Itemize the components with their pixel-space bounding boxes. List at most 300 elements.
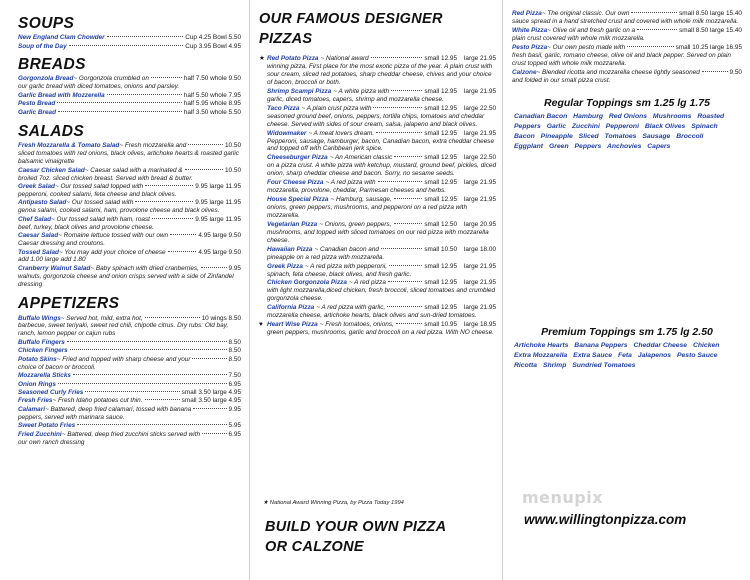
- pizza-item-description: mozzarella cheese, artichoke hearts, black olives and sun-dried tomatoes.: [267, 312, 477, 320]
- pizza-item-small-price: small 12.95: [424, 196, 458, 204]
- pizza-item-name: Cheeseburger Pizza: [267, 154, 328, 162]
- topping-item: Chicken: [692, 342, 720, 350]
- pizza-item-lead: ~ Hamburg, sausage,: [330, 196, 392, 204]
- appetizer-item: [18, 431, 241, 447]
- appetizer-item-price: 5.95: [228, 422, 241, 430]
- pizza-item-leader-dots: [381, 248, 422, 249]
- breads-title: BREADS: [18, 56, 86, 74]
- pizza-item-leader-dots: [388, 281, 422, 282]
- base-pizza-item-name: Calzone: [512, 68, 537, 76]
- byo-title-line2: OR CALZONE: [265, 539, 364, 555]
- pizza-item-line: [259, 279, 496, 287]
- bread-item-name: Pesto Bread: [18, 100, 56, 108]
- bread-item: [18, 75, 241, 91]
- topping-item: Spinach: [691, 123, 718, 131]
- soup-item-leader-dots: [107, 36, 184, 37]
- appetizer-item-leader-dots: [193, 408, 226, 409]
- salad-item-leader-dots: [185, 169, 223, 170]
- pizza-item-lead: ~ A plain crust pizza with: [301, 104, 372, 112]
- pizza-item-large-price: large 21.95: [464, 129, 496, 137]
- salad-item-leader-dots: [188, 144, 223, 145]
- salad-item-line: [18, 199, 241, 207]
- bread-item-price: half 3.50 whole 5.50: [183, 108, 241, 116]
- appetizer-item-price: 8.50: [228, 355, 241, 363]
- base-pizza-item-lead: ~ The original classic. Our own: [541, 10, 630, 17]
- byo-title-line1: BUILD YOUR OWN PIZZA: [265, 519, 447, 535]
- base-pizza-item-price: 9.50: [729, 68, 742, 76]
- base-pizza-item-name: Pesto Pizza: [512, 43, 548, 51]
- pizza-item: [259, 130, 496, 154]
- salad-item-name: Chef Salad: [18, 215, 52, 223]
- appetizer-item-leader-dots: [145, 399, 180, 400]
- bread-item-price: half 5.50 whole 7.95: [183, 91, 241, 99]
- appetizer-item-name: Buffalo Wings: [18, 314, 61, 322]
- topping-item: Sausage: [642, 133, 671, 141]
- breads-list: [18, 75, 241, 116]
- appetizer-item-name: Potato Skins: [18, 355, 57, 363]
- appetizer-item-price: 9.95: [228, 405, 241, 413]
- appetizer-item-leader-dots: [67, 341, 227, 342]
- base-pizza-item: [512, 44, 742, 68]
- topping-item: Extra Mozzarella: [514, 351, 568, 359]
- pizza-item: [259, 196, 496, 220]
- pizza-item-description: spinach, feta cheese, black olives, and fresh garlic.: [267, 270, 412, 278]
- base-pizza-item-line: [512, 10, 742, 18]
- pizza-item-leader-dots: [373, 107, 422, 108]
- salad-item-name: Antipasto Salad: [18, 199, 67, 207]
- salad-item-price: 9.95 large 11.95: [195, 183, 241, 191]
- star-icon: ★: [259, 55, 265, 63]
- pizza-item-lead: ~ Onions, green peppers,: [319, 220, 392, 228]
- pizza-item-leader-dots: [389, 265, 422, 266]
- bread-item-leader-dots: [107, 94, 182, 95]
- topping-item: Sundried Tomatoes: [572, 361, 636, 369]
- base-pizza-item-leader-dots: [627, 46, 673, 47]
- pizza-item-lead: ~ Canadian bacon and: [314, 245, 379, 253]
- pizza-item-small-price: small 12.95: [424, 129, 458, 137]
- appetizer-item-price: 7.50: [228, 372, 241, 380]
- salad-item-price: 10.50: [225, 142, 241, 150]
- premium-toppings-section: [512, 326, 742, 371]
- pizza-item-lead: ~ A red pizza with pepperoni,: [304, 262, 388, 270]
- pizza-item-description: green peppers, mushrooms, garlic and broccoli on a red pizza. With NO cheese.: [267, 329, 494, 337]
- website-link[interactable]: www.willingtonpizza.com: [524, 512, 687, 527]
- pizza-item: [259, 279, 496, 303]
- pizza-item-name: Red Potato Pizza: [267, 55, 319, 63]
- topping-item: Roasted Peppers: [514, 113, 725, 131]
- base-pizza-list: [512, 10, 742, 84]
- pizza-item: [259, 179, 496, 195]
- appetizer-item-name: Onion Rings: [18, 380, 56, 388]
- pizza-item-large-price: large 21.95: [464, 304, 496, 312]
- salad-item-description: broiled 7oz. sliced chicken breast. Served with bread & butter.: [18, 174, 193, 182]
- base-pizza-item-description: and folded in our small pizza crust.: [512, 76, 611, 84]
- topping-item: Bacon: [514, 133, 535, 141]
- salad-item-leader-dots: [135, 201, 193, 202]
- appetizer-item-description: peppers, served with marinara sauce.: [18, 413, 125, 421]
- salad-item-lead: ~ Caesar salad with a marinated &: [84, 166, 183, 174]
- bread-item-leader-dots: [58, 111, 182, 112]
- appetizer-item-lead: ~ Battered, deep fried calamari, tossed with banana: [45, 405, 192, 413]
- salad-item-price: 9.95: [228, 264, 241, 272]
- salad-item-price: 9.95 large 11.95: [195, 215, 241, 223]
- appetizer-item: [18, 397, 241, 405]
- salad-item-leader-dots: [145, 185, 193, 186]
- topping-item: Jalapenos: [637, 351, 672, 359]
- bread-item-line: [18, 100, 241, 108]
- appetizer-item-price: small 3.50 large 4.95: [181, 397, 241, 405]
- pizza-item-lead: ~ A red pizza: [348, 279, 386, 287]
- pizza-item-large-price: large 21.95: [464, 55, 496, 63]
- pizza-item-description: Pepperoni, sausage, hamburger, bacon, Canadian bacon, extra cheddar cheese and topped off with Caribbean jerk spice.: [267, 137, 495, 153]
- topping-item: Ricotta: [514, 361, 538, 369]
- soup-item-price: Cup 3.95 Bowl 4.95: [185, 42, 241, 50]
- salad-item-line: [18, 142, 241, 150]
- topping-item: Hamburg: [573, 113, 603, 121]
- pizza-item-large-price: large 21.95: [464, 279, 496, 287]
- topping-item: Mushrooms: [652, 113, 692, 121]
- salad-item: [18, 199, 241, 215]
- topping-item: Red Onions: [608, 113, 648, 121]
- salads-title: SALADS: [18, 123, 85, 141]
- appetizer-item-leader-dots: [77, 424, 226, 425]
- topping-item: Extra Sauce: [573, 351, 613, 359]
- topping-item: Capers: [647, 142, 671, 150]
- pizza-item-line: [259, 130, 496, 138]
- appetizer-item-line: [18, 347, 241, 355]
- appetizer-item-line: [18, 339, 241, 347]
- pizza-item-large-price: large 21.95: [464, 179, 496, 187]
- bread-item-name: Gorgonzola Bread: [18, 75, 74, 83]
- base-pizza-item: [512, 69, 742, 85]
- topping-item: Feta: [617, 351, 632, 359]
- base-pizza-item-lead: ~ Our own pesto made with: [547, 43, 626, 51]
- regular-toppings-title: Regular Toppings sm 1.25 lg 1.75: [544, 97, 710, 110]
- salad-item-price: 9.95 large 11.95: [195, 199, 241, 207]
- appetizer-item-description: choice of bacon or broccoli.: [18, 363, 96, 371]
- pizza-item-leader-dots: [394, 223, 423, 224]
- bread-item: [18, 100, 241, 108]
- salad-item-name: Caesar Chicken Salad: [18, 166, 85, 174]
- appetizer-item-price: 10 wings 8.50: [201, 314, 241, 322]
- pizza-item-small-price: small 12.95: [424, 104, 458, 112]
- bread-item-name: Garlic Bread with Mozzerella: [18, 91, 105, 99]
- topping-item: Eggplant: [514, 142, 544, 150]
- appetizer-item-name: Calamari: [18, 405, 45, 413]
- award-footnote: ★ National Award Winning Pizza, by Pizza Today 1994: [263, 500, 404, 506]
- pizza-item-name: Chicken Gorgonzola Pizza: [267, 279, 347, 287]
- appetizer-item: [18, 339, 241, 347]
- appetizer-item-description: our own ranch dressing: [18, 438, 85, 446]
- pizza-item-name: Taco Pizza: [267, 104, 300, 112]
- pizza-item-leader-dots: [371, 57, 423, 58]
- appetizer-item-leader-dots: [192, 358, 226, 359]
- salad-item-price: 4.95 large 9.50: [198, 232, 241, 240]
- salad-item-description: add 1.00 large add 1.80: [18, 256, 86, 264]
- base-pizza-item-price: small 10.25 large 16.95: [675, 43, 742, 51]
- appetizer-item-price: small 3.50 large 4.95: [181, 388, 241, 396]
- appetizer-item-lead: ~ Served hot, mild, extra hot,: [60, 314, 143, 322]
- appetizer-item-line: [18, 372, 241, 380]
- pizza-item-large-price: large 21.95: [464, 87, 496, 95]
- soup-item-name: Soup of the Day: [18, 42, 67, 50]
- appetizer-item-line: [18, 431, 241, 439]
- base-pizza-item-lead: ~ Blended ricotta and mozzarella cheese lightly seasoned: [536, 68, 700, 76]
- pizza-item-small-price: small 12.95: [424, 304, 458, 312]
- salad-item-leader-dots: [201, 267, 227, 268]
- salad-item-lead: ~ Baby spinach with dried cranberries,: [90, 264, 199, 272]
- pizza-item-lead: ~ Fresh tomatoes, onions,: [319, 321, 394, 329]
- pizza-item-description: with light mozzarella,diced chicken, fresh broccoli, sliced tomatoes and crumbled gorgonzola cheese.: [267, 287, 496, 303]
- soup-item-line: [18, 43, 241, 51]
- pizza-item-description: onions, green peppers, mushrooms, and pepperoni on a red pizza with mozzarella.: [267, 204, 468, 219]
- appetizer-item: [18, 422, 241, 430]
- bread-item-leader-dots: [151, 77, 182, 78]
- salad-item: [18, 167, 241, 183]
- pizza-item-leader-dots: [387, 306, 422, 307]
- base-pizza-item-lead: ~ Olive oil and fresh garlic on a: [547, 26, 636, 34]
- appetizer-item-price: 6.95: [228, 430, 241, 438]
- bread-item-description: our garlic bread with diced tomatoes, onions and parsley.: [18, 83, 180, 91]
- topping-item: Shrimp: [542, 361, 567, 369]
- salad-item: [18, 216, 241, 232]
- salads-list: [18, 142, 241, 288]
- base-pizza-item-price: small 8.50 large 15.40: [679, 26, 742, 34]
- appetizer-item: [18, 315, 241, 339]
- topping-item: Zucchini: [571, 123, 600, 131]
- pizza-item-line: [259, 154, 496, 162]
- topping-item: Sliced: [578, 133, 599, 141]
- pizza-item-lead: ~ A red pizza with garlic,: [316, 304, 386, 312]
- topping-item: Broccoli: [676, 133, 704, 141]
- pizza-item-name: California Pizza: [267, 304, 315, 312]
- base-pizza-item-leader-dots: [702, 71, 728, 72]
- salad-item-leader-dots: [152, 218, 193, 219]
- pizza-item-lead: ~ A red pizza with: [325, 179, 376, 187]
- soups-title: SOUPS: [18, 15, 75, 32]
- base-pizza-item-line: [512, 44, 742, 52]
- salad-item-description: Caesar dressing and croutons.: [18, 240, 106, 248]
- pizza-item-name: Heart Wise Pizza: [267, 321, 318, 329]
- pizza-item-line: [259, 321, 496, 329]
- pizza-item-description: on a pizza crust. A white pizza with ketchup, mustard, ground beef, pickles, diced onion, sharp cheddar cheese and bacon. Sorry, no sesame seeds.: [267, 162, 496, 178]
- bread-item-name: Garlic Bread: [18, 108, 57, 116]
- salad-item-price: 10.50: [225, 166, 241, 174]
- base-pizza-item-line: [512, 69, 742, 77]
- pizza-item-large-price: large 21.95: [464, 196, 496, 204]
- appetizer-item-name: Chicken Fingers: [18, 347, 68, 355]
- pizza-item-leader-dots: [391, 90, 422, 91]
- salad-item-line: [18, 249, 241, 257]
- pizza-item-description: mozzarella, provolone, cheddar, Parmesan cheeses and herbs.: [267, 187, 447, 195]
- pizzas-title-line2: PIZZAS: [259, 30, 313, 47]
- topping-item: Canadian Bacon: [514, 113, 568, 121]
- topping-item: Banana Peppers: [574, 342, 628, 350]
- soups-list: [18, 34, 241, 50]
- pizza-item-line: [259, 105, 496, 113]
- base-pizza-item-line: [512, 27, 742, 35]
- appetizer-item: [18, 347, 241, 355]
- appetizer-item-name: Fresh Fries: [18, 397, 53, 405]
- soup-item-price: Cup 4.25 Bowl 5.50: [185, 34, 241, 42]
- bread-item-line: [18, 92, 241, 100]
- pizza-item: [259, 105, 496, 129]
- soup-item: [18, 34, 241, 42]
- premium-toppings-list: [512, 341, 742, 371]
- appetizer-item-lead: ~ Fried and topped with sharp cheese and your: [56, 355, 191, 363]
- bread-item-price: half 7.50 whole 9.50: [183, 75, 241, 83]
- salad-item-line: [18, 232, 241, 240]
- pizza-item-leader-dots: [378, 181, 423, 182]
- topping-item: Tomatoes: [604, 133, 637, 141]
- pizza-item: [259, 321, 496, 337]
- appetizer-item-leader-dots: [145, 317, 200, 318]
- pizza-item-name: Widowmaker: [267, 129, 307, 137]
- bread-item-line: [18, 75, 241, 83]
- pizza-item-name: Greek Pizza: [267, 262, 303, 270]
- pizza-item-small-price: small 10.95: [424, 321, 458, 329]
- appetizer-item-price: 8.50: [228, 338, 241, 346]
- base-pizza-item-leader-dots: [637, 29, 677, 30]
- base-pizza-item-description: plain crust covered with whole milk mozzarella.: [512, 34, 645, 42]
- topping-item: Black Olives: [644, 123, 686, 131]
- pizza-item-large-price: large 22.50: [464, 104, 496, 112]
- pizza-item-leader-dots: [376, 132, 422, 133]
- appetizer-item-name: Buffalo Fingers: [18, 338, 65, 346]
- appetizer-item-line: [18, 406, 241, 414]
- premium-toppings-title: Premium Toppings sm 1.75 lg 2.50: [541, 326, 713, 338]
- appetizers-list: [18, 315, 241, 447]
- soup-item: [18, 43, 241, 51]
- appetizer-item-name: Mozzarella Sticks: [18, 372, 71, 380]
- topping-item: Peppers: [574, 142, 602, 150]
- salad-item-line: [18, 183, 241, 191]
- topping-item: Anchovies: [606, 142, 642, 150]
- pizza-item: [259, 154, 496, 178]
- base-pizza-item: [512, 10, 742, 26]
- pizza-item-small-price: small 12.95: [424, 55, 458, 63]
- soup-item-line: [18, 34, 241, 42]
- salad-item: [18, 183, 241, 199]
- pizza-item-small-price: small 12.95: [424, 279, 458, 287]
- topping-item: Garlic: [546, 123, 566, 131]
- salad-item-description: pepperoni, cooked salami, feta cheese and black olives.: [18, 190, 177, 198]
- pizza-item-large-price: large 22.50: [464, 154, 496, 162]
- topping-item: Pineapple: [540, 133, 573, 141]
- appetizer-item: [18, 372, 241, 380]
- appetizer-item-lead: ~ Battered, deep fried zucchini sticks served with: [61, 430, 201, 438]
- salad-item: [18, 265, 241, 289]
- pizza-item-description: mushrooms, and topped with sliced tomatoes on our red pizza with mozzarella cheese.: [267, 228, 489, 244]
- appetizer-item-leader-dots: [73, 374, 227, 375]
- pizza-item: [259, 55, 496, 87]
- salad-item-lead: ~ Our tossed salad with ham, roast: [51, 215, 150, 223]
- pizza-item-lead: ~ A white pizza with: [333, 87, 390, 95]
- pizza-item: [259, 88, 496, 104]
- pizza-item-description: pineapple on a red pizza with mozzarella.: [267, 253, 385, 261]
- pizza-item-line: [259, 304, 496, 312]
- salad-item-lead: ~ Fresh mozzarella and: [119, 142, 187, 150]
- salad-item-name: Greek Salad: [18, 183, 55, 191]
- bread-item-leader-dots: [57, 102, 181, 103]
- salad-item-lead: ~ You may add your choice of cheese: [58, 248, 166, 256]
- pizza-item-lead: ~ An American classic: [329, 154, 393, 162]
- pizza-item-small-price: small 12.50: [424, 220, 458, 228]
- salad-item-line: [18, 265, 241, 273]
- pizza-item: [259, 263, 496, 279]
- salad-item-description: genoa salami, cooked salami, ham, provolone cheese and black olives.: [18, 207, 220, 215]
- soup-item-name: New England Clam Chowder: [18, 34, 105, 42]
- bread-item-lead: ~ Gorgonzola crumbled on: [73, 75, 149, 83]
- soup-item-leader-dots: [69, 45, 184, 46]
- pizza-item-description: winning pizza, First place for the most exotic pizza of the year. A plain crust with sour cream, sliced red potatoes, sharp cheddar cheese, chives and your choice of bacon, broccoli or both.: [267, 63, 493, 86]
- appetizer-item-leader-dots: [70, 349, 227, 350]
- appetizer-item-price: 6.95: [228, 380, 241, 388]
- base-pizza-item-price: small 8.50 large 15.40: [679, 10, 742, 17]
- salad-item-leader-dots: [170, 234, 196, 235]
- salad-item: [18, 232, 241, 248]
- salad-item-name: Tossed Salad: [18, 248, 59, 256]
- pizza-item-small-price: small 12.95: [424, 154, 458, 162]
- pizza-item-leader-dots: [396, 323, 423, 324]
- pizza-item-large-price: large 18.95: [464, 321, 496, 329]
- pizza-item-small-price: small 12.95: [424, 262, 458, 270]
- pizza-item-lead: ~ A meat lovers dream.: [308, 129, 375, 137]
- pizza-item-leader-dots: [394, 156, 422, 157]
- topping-item: Artichoke Hearts: [514, 342, 569, 350]
- appetizers-title: APPETIZERS: [18, 295, 120, 313]
- bread-item-price: half 5.95 whole 8.95: [183, 100, 241, 108]
- pizza-item-small-price: small 12.95: [424, 179, 458, 187]
- pizza-item-line: [259, 263, 496, 271]
- topping-item: Cheddar Cheese: [633, 342, 688, 350]
- pizza-item-name: Vegetarian Pizza: [267, 220, 318, 228]
- base-pizza-item: [512, 27, 742, 43]
- pizza-item-small-price: small 10.50: [424, 245, 458, 253]
- salad-item: [18, 142, 241, 166]
- appetizer-item: [18, 381, 241, 389]
- appetizer-item-line: [18, 397, 241, 405]
- appetizer-item-description: barbecue, sweet teriyaki, sweet red chili, chipotle citrus. Dry rubs: Old bay, ranch, lemon pepper or cajun rubs: [18, 322, 229, 338]
- base-pizza-item-description: fresh basil, garlic, romano cheese, olive oil and black pepper. Served on plain crust topped with whole milk mozzarella.: [512, 51, 731, 67]
- appetizer-item-lead: ~ Fresh Idaho potatoes cut thin.: [52, 397, 143, 405]
- appetizer-item-leader-dots: [58, 383, 227, 384]
- salad-item-description: beef, turkey, black olives and provolone cheese.: [18, 223, 154, 231]
- salad-item-name: Fresh Mozzarella & Tomato Salad: [18, 142, 120, 150]
- pizza-item-name: House Special Pizza: [267, 196, 329, 204]
- pizza-item-lead: ~ National award: [320, 55, 369, 63]
- appetizer-item-price: 8.50: [228, 347, 241, 355]
- menupix-watermark: menupix: [522, 488, 604, 507]
- pizza-item: [259, 246, 496, 262]
- appetizer-item-name: Fried Zucchini: [18, 430, 62, 438]
- pizza-item-line: [259, 88, 496, 96]
- pizza-item-large-price: large 18.00: [464, 245, 496, 253]
- base-pizza-item-description: sauce spread in a hand stretched crust and covered with whole milk mozzarella.: [512, 17, 739, 25]
- pizzas-list: [259, 55, 496, 337]
- left-column: [0, 0, 250, 580]
- appetizer-item-line: [18, 315, 241, 323]
- base-pizza-item-leader-dots: [631, 12, 677, 13]
- salad-item-lead: ~ Our tossed salad topped with: [54, 183, 144, 191]
- salad-item-name: Cranberry Walnut Salad: [18, 264, 91, 272]
- salad-item-description: sliced tomatoes with red onions, black olives, artichoke hearts & roasted garlic balsamic vinaigrette: [18, 150, 239, 166]
- regular-toppings-list: [512, 112, 742, 151]
- pizza-item-leader-dots: [394, 198, 423, 199]
- bread-item: [18, 109, 241, 117]
- pizza-item-description: seasoned ground beef, onions, peppers, tortilla chips, tomatoes and cheddar cheese. Served with sides of sour cream, salsa, jalapeno and black olives.: [267, 112, 485, 128]
- bread-item: [18, 92, 241, 100]
